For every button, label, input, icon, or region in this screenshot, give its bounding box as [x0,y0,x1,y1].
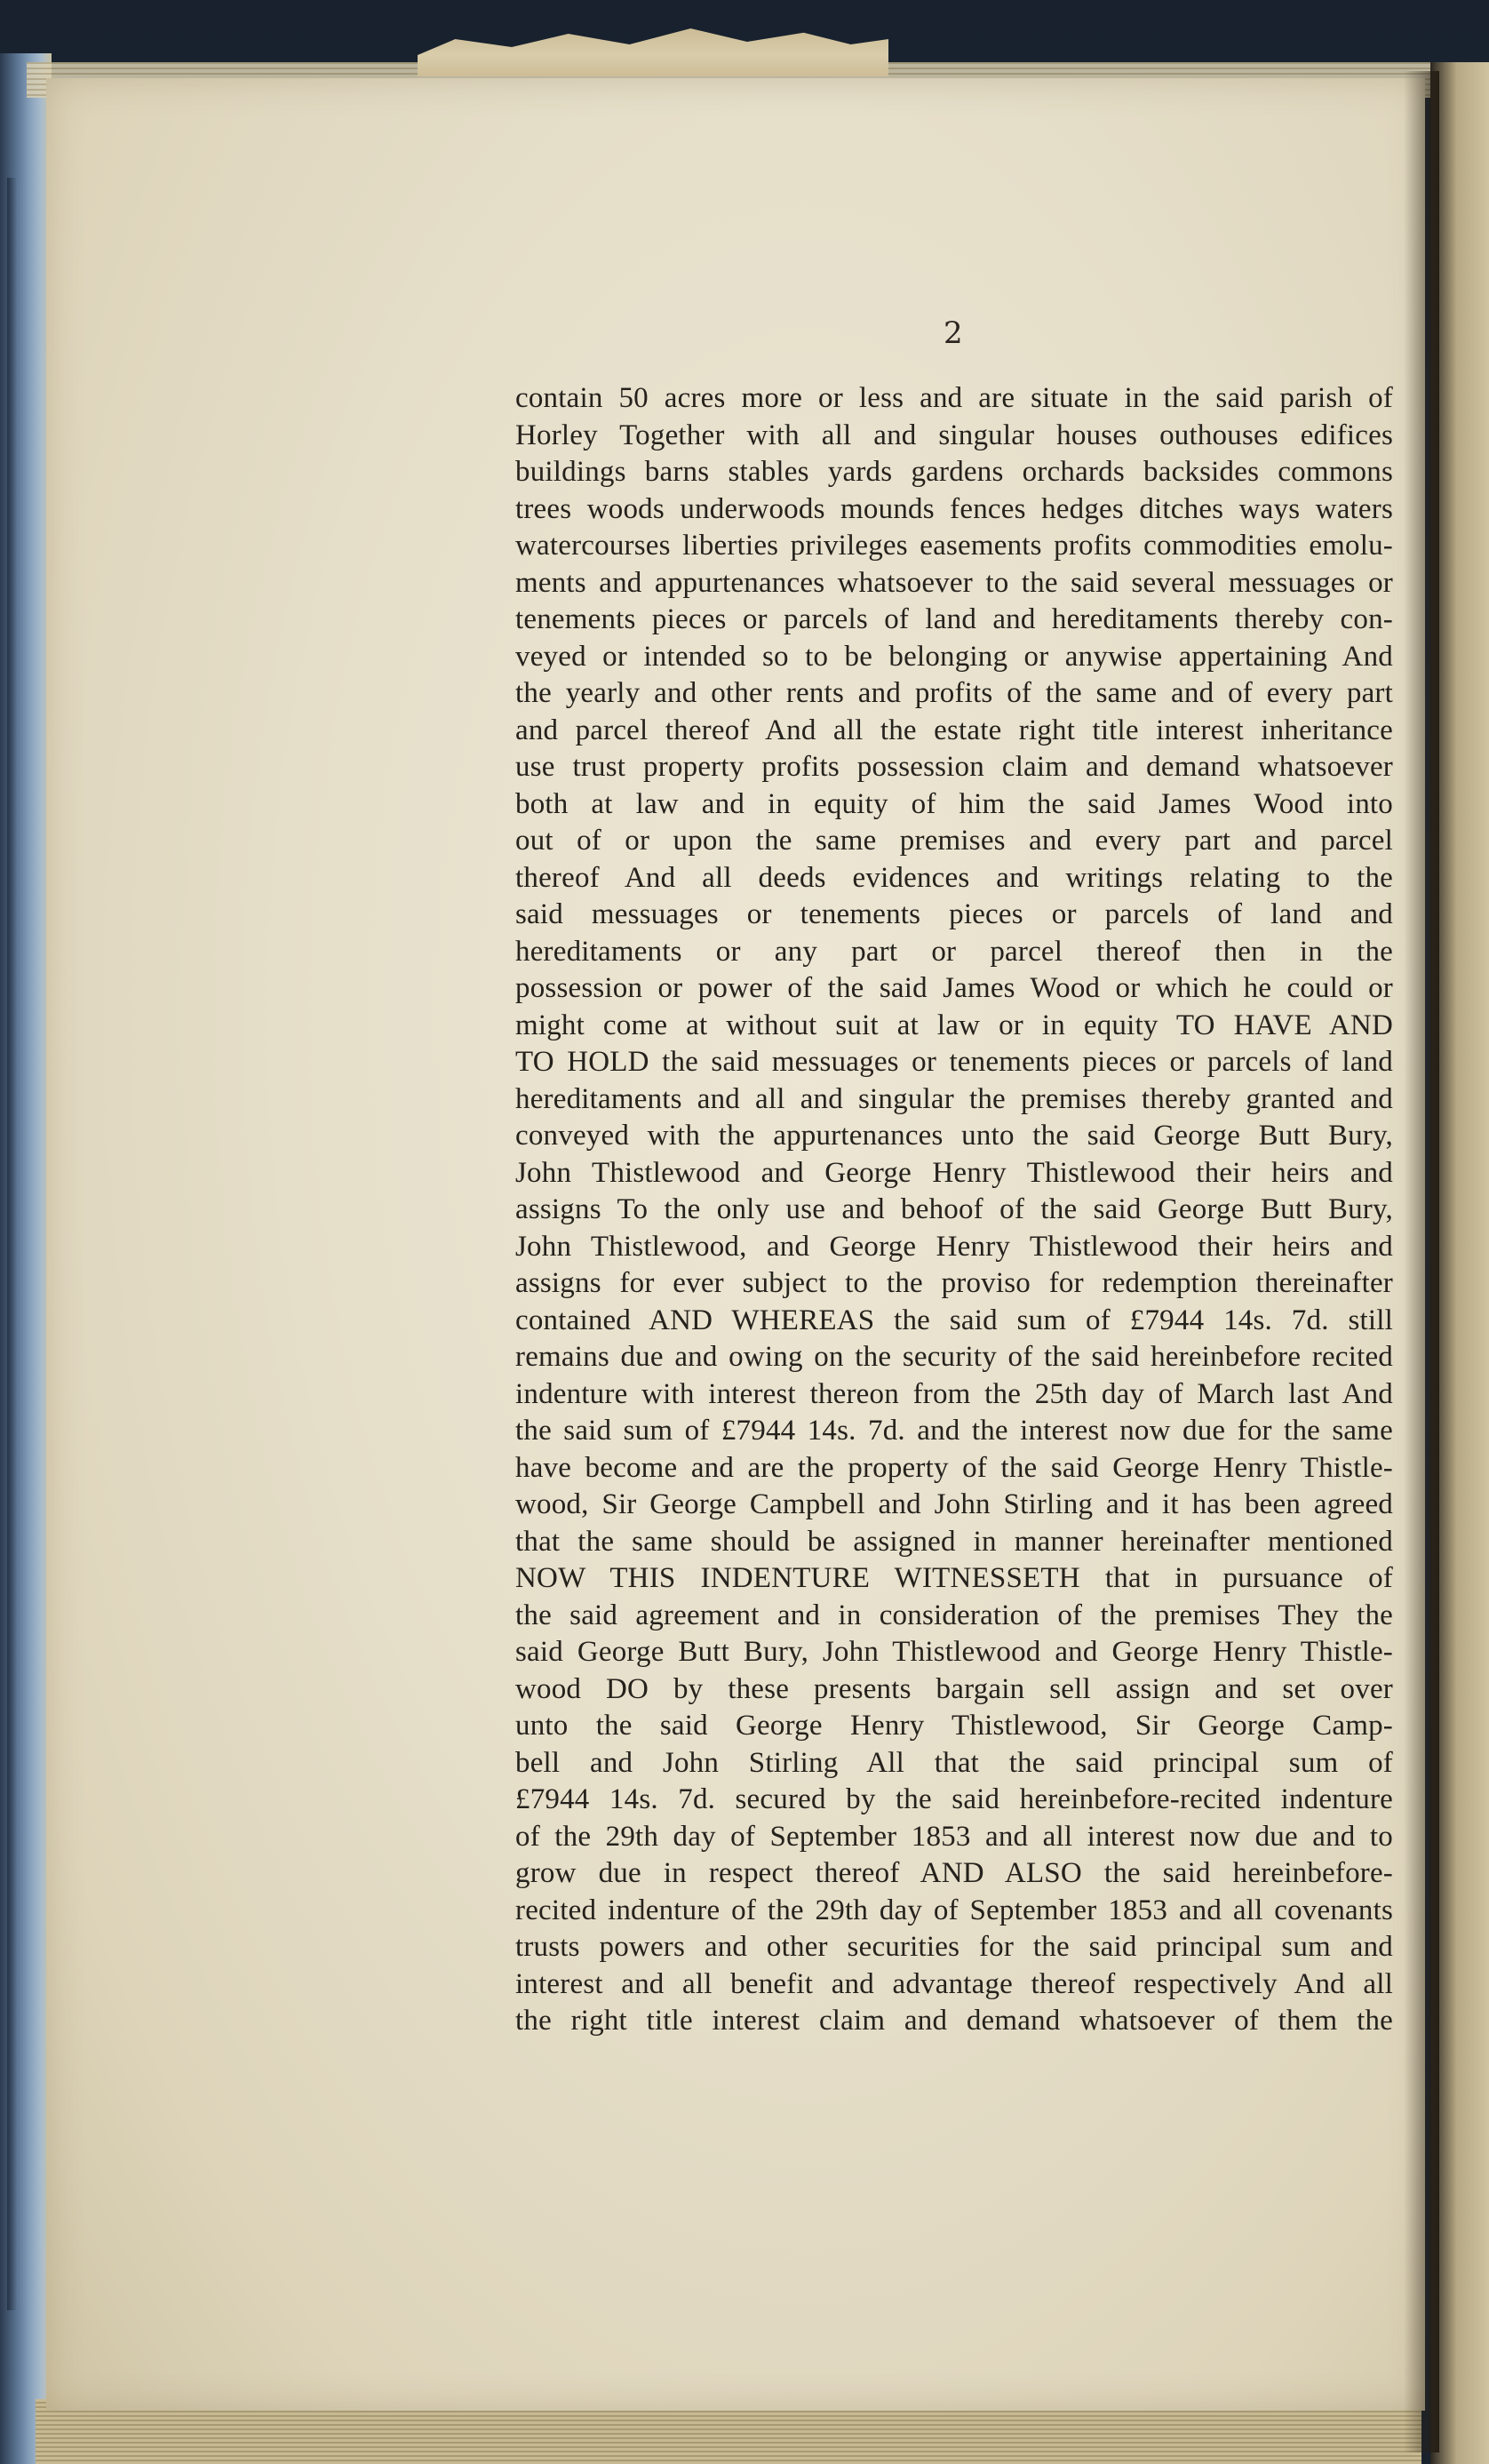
text-line: hereditaments and all and singular the premises thereby granted and [515,1082,1393,1115]
text-line: the said sum of £7944 14s. 7d. and the interest now due for the same [515,1415,1393,1447]
text-line: John Thistlewood and George Henry Thistlewood their heirs and [515,1156,1393,1189]
binding-shadow [7,178,18,2310]
text-line: TO HOLD the said messuages or tenements pieces or parcels of land [515,1046,1393,1078]
text-line: NOW THIS INDENTURE WITNESSETH that in pursuance of [515,1562,1393,1594]
text-line: remains due and owing on the security of the said hereinbefore recited [515,1341,1393,1373]
text-line: ments and appurtenances whatsoever to the said several messuages or [515,566,1393,599]
text-line: use trust property profits possession claim and demand whatsoever [515,751,1393,783]
text-line: watercourses liberties privileges easements profits commodities emolu- [515,530,1393,562]
text-line: might come at without suit at law or in equity TO HAVE AND [515,1009,1393,1041]
text-line: that the same should be assigned in manner hereinafter mentioned [515,1525,1393,1558]
text-line: assigns for ever subject to the proviso for redemption thereinafter [515,1267,1393,1299]
text-line: trees woods underwoods mounds fences hedges ditches ways waters [515,492,1393,525]
text-line: veyed or intended so to be belonging or anywise appertaining And [515,640,1393,673]
page-number: 2 [944,315,963,351]
text-line: contained AND WHEREAS the said sum of £7944 14s. 7d. still [515,1304,1393,1336]
text-line: both at law and in equity of him the said James Wood into [515,787,1393,820]
text-line: wood, Sir George Campbell and John Stirling and it has been agreed [515,1488,1393,1520]
text-line: bell and John Stirling All that the said principal sum of [515,1746,1393,1779]
text-line: buildings barns stables yards gardens orchards backsides commons [515,456,1393,488]
text-line: recited indenture of the 29th day of September 1853 and all covenants [515,1894,1393,1926]
text-line: said George Butt Bury, John Thistlewood and George Henry Thistle- [515,1636,1393,1668]
text-line: thereof And all deeds evidences and writings relating to the [515,861,1393,894]
text-line: £7944 14s. 7d. secured by the said hereinbefore-recited indenture [515,1783,1393,1815]
text-line: grow due in respect thereof AND ALSO the said hereinbefore- [515,1857,1393,1889]
text-line: assigns To the only use and behoof of the said George Butt Bury, [515,1193,1393,1225]
text-line: have become and are the property of the said George Henry Thistle- [515,1451,1393,1484]
text-line: and parcel thereof And all the estate right title interest inheritance [515,714,1393,746]
body-text [515,380,1393,2040]
text-line: the right title interest claim and demand whatsoever of them the [515,2005,1393,2037]
text-line: trusts powers and other securities for the said principal sum and [515,1931,1393,1963]
text-line: the yearly and other rents and profits of the same and of every part [515,677,1393,709]
text-line: unto the said George Henry Thistlewood, Sir George Camp- [515,1710,1393,1742]
gutter-shadow [1404,71,1439,2452]
text-line: Horley Together with all and singular houses outhouses edifices [515,419,1393,451]
text-line: hereditaments or any part or parcel thereof then in the [515,935,1393,968]
text-line: indenture with interest thereon from the 25th day of March last And [515,1377,1393,1410]
torn-page-fragment [418,23,888,76]
text-line: out of or upon the same premises and every part and parcel [515,825,1393,857]
text-line: tenements pieces or parcels of land and hereditaments thereby con- [515,603,1393,635]
text-line: wood DO by these presents bargain sell assign and set over [515,1672,1393,1705]
text-line: conveyed with the appurtenances unto the said George Butt Bury, [515,1120,1393,1152]
text-line: said messuages or tenements pieces or parcels of land and [515,898,1393,930]
text-line: interest and all benefit and advantage thereof respectively And all [515,1967,1393,2000]
text-line: the said agreement and in consideration of the premises They the [515,1599,1393,1631]
text-line: of the 29th day of September 1853 and all interest now due and to [515,1820,1393,1853]
text-line: possession or power of the said James Wood or which he could or [515,972,1393,1004]
text-line: John Thistlewood, and George Henry Thistlewood their heirs and [515,1230,1393,1263]
text-line: contain 50 acres more or less and are situate in the said parish of [515,382,1393,414]
